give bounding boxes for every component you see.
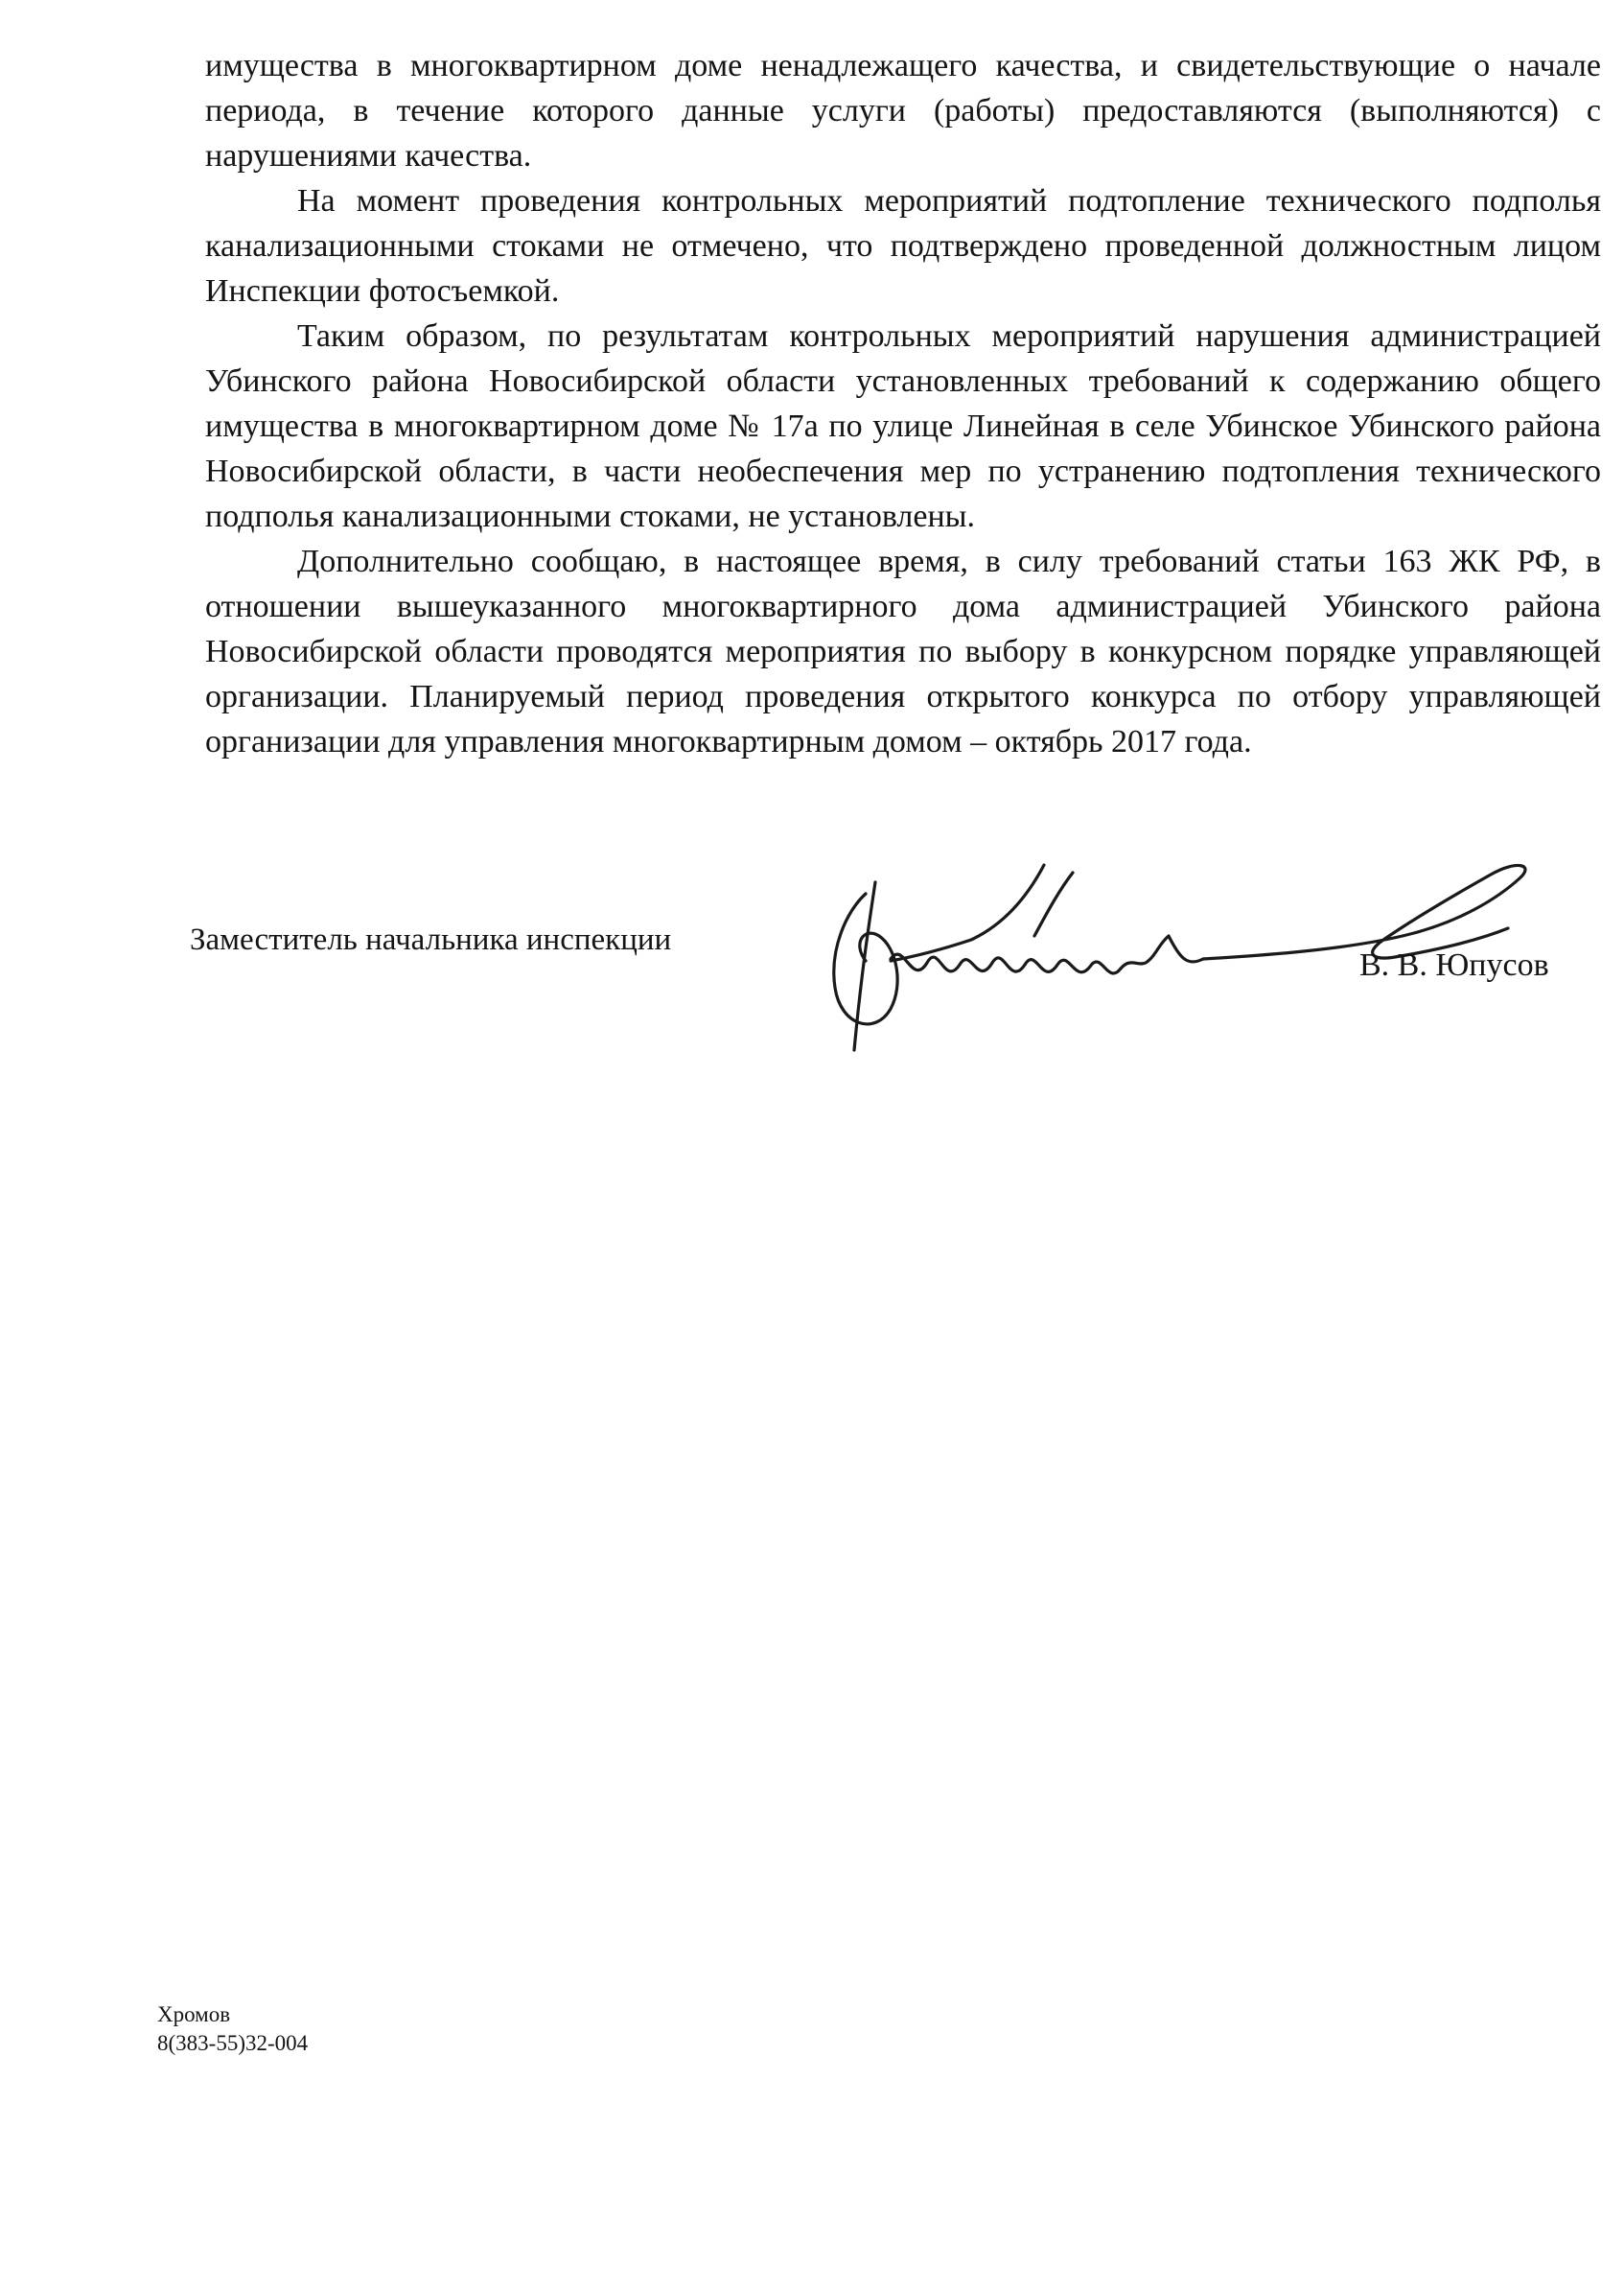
executor-phone: 8(383-55)32-004	[157, 2031, 309, 2055]
letter-body	[205, 43, 1601, 764]
executor-name: Хромов	[157, 2002, 231, 2026]
paragraph-continuation: имущества в многоквартирном доме ненадлежащего качества, и свидетельствующие о начале периода, в течение которого данные услуги (работы) предоставляются (выполняются) с нарушениями качества.	[205, 48, 1601, 174]
executor-info	[157, 2000, 308, 2058]
signer-name: В. В. Юпусов	[1359, 947, 1549, 983]
signature-block	[190, 844, 1589, 1074]
signer-position: Заместитель начальника инспекции	[190, 923, 672, 957]
paragraph-conclusion: Таким образом, по результатам контрольных мероприятий нарушения администрацией Убинского района Новосибирской области установленных требований к содержанию общего имущества в многоквартирном доме № 17а по улице Линейная в селе Убинское Убинского района Новосибирской области, в части необеспечения мер по устранению подтопления технического подполья канализационными стоками, не установлены.	[205, 318, 1601, 534]
paragraph-additional-info: Дополнительно сообщаю, в настоящее время, в силу требований статьи 163 ЖК РФ, в отношении вышеуказанного многоквартирного дома администрацией Убинского района Новосибирской области проводятся мероприятия по выбору в конкурсном порядке управляющей организации. Планируемый период проведения открытого конкурса по отбору управляющей организации для управления многоквартирным домом – октябрь 2017 года.	[205, 544, 1601, 759]
paragraph-inspection-result: На момент проведения контрольных мероприятий подтопление технического подполья канализационными стоками не отмечено, что подтверждено проведенной должностным лицом Инспекции фотосъемкой.	[205, 183, 1601, 309]
